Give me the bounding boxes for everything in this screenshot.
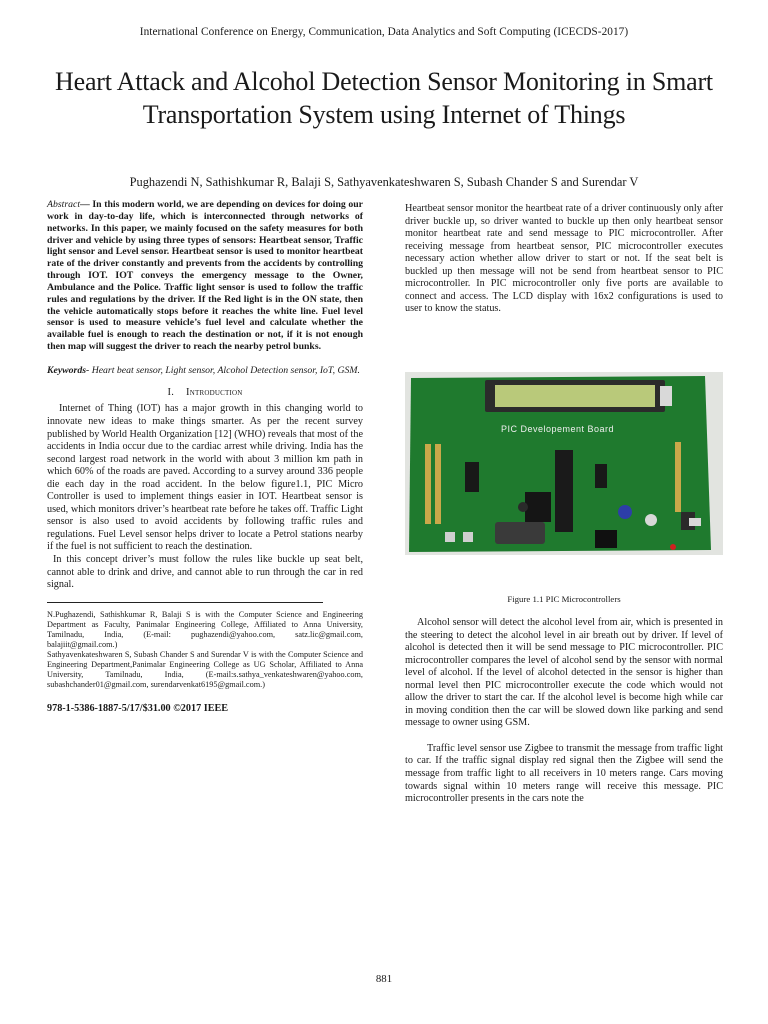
pin-header-left (425, 444, 431, 524)
small-ic-1 (465, 462, 479, 492)
pic-board-illustration (405, 372, 723, 555)
section-number: I. (167, 386, 175, 398)
keywords-text: Heart beat sensor, Light sensor, Alcohol Detection sensor, IoT, GSM. (89, 364, 360, 376)
keywords (47, 365, 363, 377)
board-label: PIC Developement Board (501, 424, 615, 434)
footnote-faculty: N.Pughazendi, Sathishkumar R, Balaji S is with the Computer Science and Engineering Department as Faculty, Panimalar Engineering College, Affiliated to Anna University, Tamilnadu, India, (E-mail: pughazendi@yahoo.com, satz.lic@gmail.com, balajiit@gmail.com.) (47, 609, 363, 649)
footnote-students: Sathyavenkateshwaren S, Subash Chander S and Surendar V is with the Computer Science and Engineering Department,Panimalar Engineering College as UG Scholar, Affiliated to Anna University, Tamilnadu, India, (E-mail:s.sathya_venkateshwaren@yahoo.com, subashchander01@gmail.com, surendarvenkat6195@gmail.com.) (47, 650, 363, 690)
pic-chip (555, 450, 573, 532)
keywords-label: Keywords- (47, 364, 90, 376)
footnote-rule (47, 602, 323, 603)
capacitor-black (518, 502, 528, 512)
intro-paragraph-1: Internet of Thing (IOT) has a major growth in this changing world to innovate new ideas to make things smarter. As per the recent survey published by World Health Organization [12] (WHO) reveals that most of the accidents in India occur due to the cardiac arrest while driving. India has the second largest road network in the world with about 3 million km path in which 60% of the roads are paved. According to a survey around 336 people die each day in the road accident. In the below figure1.1, PIC Micro Controller is used to implement things easier in IOT. Heartbeat sensor is used, which monitors driver’s heartbeat rate before he takes off. Traffic Light sensor is also used to avoid accidents by following traffic rules and regulations. Fuel Level sensor helps driver to locate a Petrol stations nearby if the fuel is not sufficient to reach the destination. (47, 403, 363, 553)
serial-port (495, 522, 545, 544)
abstract-label: Abstract (47, 199, 81, 210)
paper-title: Heart Attack and Alcohol Detection Sensor Monitoring in Smart Transportation System using Internet of Things (55, 67, 713, 129)
abstract-text: — In this modern world, we are depending on devices for doing our work in day-to-day life, which is interconnected through networks of networks. In this paper, we mainly focused on the safety measures for both driver and vehicle by using three types of sensors: Heartbeat sensor, Traffic light sensor and Level sensor. Heartbeat sensor is used to monitor heartbeat rate of the driver constantly and prevents from the accidents by controlling through IOT. IOT conveys the emergency message to the Owner, Ambulance and the Police. Traffic light sensor is used to follow the traffic rules and regulations by the driver. If the Red light is in the ON state, then the vehicle automatically stops before it reaches the white line. Fuel level sensor is used to measure vehicle’s fuel level and calculate whether the available fuel is enough to reach the destination or not, if it is not enough then map will suggest the driver to reach the nearby petrol bunks. (47, 199, 363, 353)
conference-header: International Conference on Energy, Communication, Data Analytics and Soft Computing (ICECDS-2017) (139, 26, 629, 38)
reset-button (445, 532, 455, 542)
pin-header-left-2 (435, 444, 441, 524)
power-led (670, 544, 676, 550)
section-heading-introduction (47, 387, 363, 400)
power-jack (595, 530, 617, 548)
ic-socket (525, 492, 551, 522)
pic-board-photo (405, 372, 723, 555)
section-title: Introduction (186, 386, 243, 398)
pin-header-right (675, 442, 681, 512)
copyright-isbn: 978-1-5386-1887-5/17/$31.00 ©2017 IEEE (47, 703, 229, 715)
potentiometer (645, 514, 657, 526)
push-button (463, 532, 473, 542)
heartbeat-paragraph: Heartbeat sensor monitor the heartbeat rate of a driver continuously only after driver buckle up, so driver wanted to buckle up then only heartbeat sensor monitor heartbeat rate and send message to PIC microcontroller. After receiving message from heartbeat sensor, PIC microcontroller executes necessary action whether allow driver to start or not. If the seat belt is buckled up then message will not be send from heartbeat sensor to PIC microcontroller. In PIC microcontroller only five ports are available to connect and access. The LCD display with 16x2 configurations is used to user to know the status. (405, 203, 723, 315)
author-list: Pughazendi N, Sathishkumar R, Balaji S, Sathyavenkateshwaren S, Subash Chander S and Surendar V (129, 175, 639, 189)
alcohol-paragraph: Alcohol sensor will detect the alcohol level from air, which is presented in the steering to detect the alcohol level in air breath out by driver. If level of alcohol is detected then it will be send message to PIC microcontroller. PIC microcontroller compares the level of alcohol send by the sensor with normal level of alcohol. If the level of alcohol detected in the sensor is higher than normal level then PIC microcontroller execute the code which would not allow the driver to start the car. If the alcohol level is become high while car in moving condition then the car will be slowed down like parking and send message to owner using GSM. (405, 617, 723, 729)
lcd-screen (495, 385, 655, 407)
capacitor-blue (618, 505, 632, 519)
intro-paragraph-2: In this concept driver’s must follow the rules like buckle up seat belt, cannot able to drink and drive, and cannot able to run through the car in red signal. (47, 553, 363, 591)
right-column (405, 203, 723, 316)
right-column-continued (405, 617, 723, 806)
small-ic-2 (595, 464, 607, 488)
traffic-paragraph: Traffic level sensor use Zigbee to transmit the message from traffic light to car. If the traffic signal display red signal then the Zigbee will send the message from traffic light to all receivers in 10 meters range. Cars moving towards signal within 10 meters range will receive this message. PIC microcontroller presents in the cars note the (405, 742, 723, 805)
page-number: 881 (375, 973, 393, 985)
left-column (47, 199, 363, 716)
lcd-connector (660, 386, 672, 406)
abstract (47, 199, 363, 353)
figure-caption: Figure 1.1 PIC Microcontrollers (507, 594, 621, 604)
